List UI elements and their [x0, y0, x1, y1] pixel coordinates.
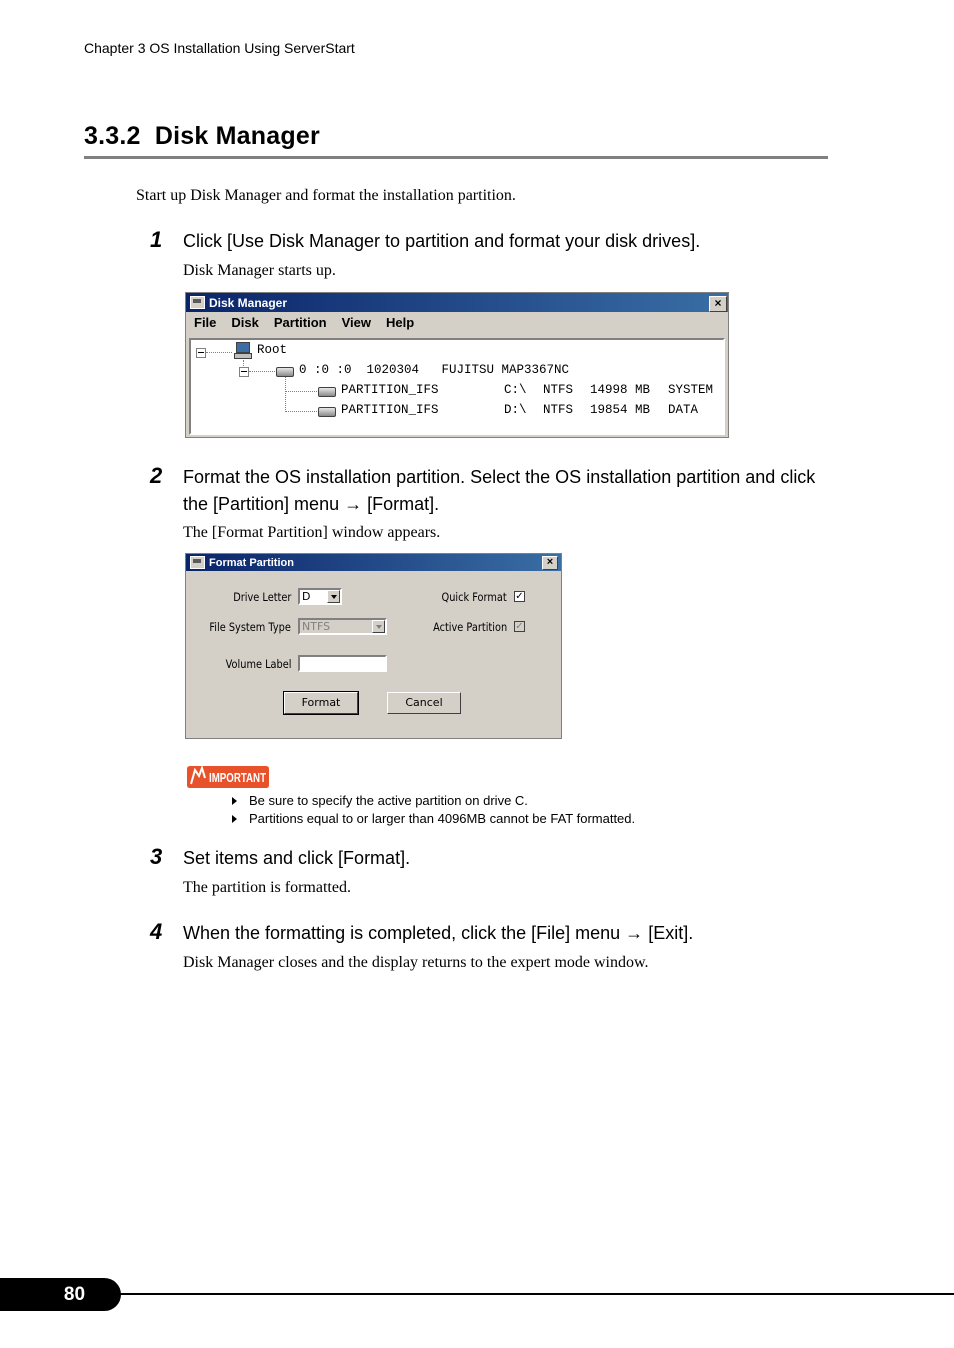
important-item: Be sure to specify the active partition on drive C. [232, 793, 528, 808]
active-partition-label: Active Partition [432, 620, 507, 634]
disk-manager-titlebar [186, 293, 728, 312]
quick-format-checkbox[interactable]: ✓ [515, 591, 524, 602]
section-rule [84, 156, 828, 159]
important-icon [186, 764, 270, 790]
tree-root[interactable]: Root [257, 343, 288, 357]
step-1-text: Click [Use Disk Manager to partition and format your disk drives]. [183, 231, 701, 251]
collapse-icon[interactable] [239, 367, 249, 377]
chevron-down-icon[interactable] [327, 590, 340, 603]
partition-drive: C:\ [504, 383, 527, 397]
chapter-header: Chapter 3 OS Installation Using ServerStart [84, 40, 355, 56]
file-system-label: File System Type [209, 620, 291, 634]
cancel-button[interactable]: Cancel [387, 692, 461, 714]
partition-fs: NTFS [543, 383, 574, 397]
format-dialog-title: Format Partition [209, 556, 294, 569]
drive-letter-select[interactable]: D [298, 588, 342, 605]
chevron-down-icon[interactable] [372, 620, 385, 633]
step-3-number: 3 [150, 844, 163, 869]
partition-label: DATA [668, 403, 699, 417]
section-title [84, 122, 320, 151]
menu-disk[interactable]: Disk [231, 314, 259, 330]
format-dialog-titlebar [186, 554, 561, 571]
file-system-select[interactable]: NTFS [298, 618, 387, 635]
close-icon[interactable]: × [709, 296, 727, 312]
menu-view[interactable]: View [341, 314, 371, 330]
step-2-note: The [Format Partition] window appears. [183, 524, 441, 541]
menu-help[interactable]: Help [386, 314, 415, 330]
partition-drive: D:\ [504, 403, 527, 417]
partition-size: 19854 MB [590, 403, 651, 417]
step-3-note: The partition is formatted. [183, 879, 351, 896]
step-2-text-line1: Format the OS installation partition. Select the OS installation partition and click [183, 467, 816, 487]
step-2-text-line2: the [Partition] menu → [Format]. [183, 494, 440, 514]
menu-bar [186, 312, 728, 332]
important-badge-text: IMPORTANT [209, 770, 267, 785]
quick-format-label: Quick Format [441, 590, 507, 604]
partition-icon [318, 407, 336, 417]
step-1-number: 1 [150, 227, 163, 252]
section-title-text: Disk Manager [154, 122, 320, 150]
intro-text: Start up Disk Manager and format the installation partition. [136, 187, 516, 204]
partition-fs: NTFS [543, 403, 574, 417]
page-number: 80 [63, 1284, 86, 1305]
app-icon [190, 296, 205, 309]
step-4-note: Disk Manager closes and the display returns to the expert mode window. [183, 954, 649, 971]
important-item: Partitions equal to or larger than 4096MB cannot be FAT formatted. [232, 811, 635, 826]
partition-row[interactable]: PARTITION_IFS [341, 383, 439, 397]
disk-manager-window [185, 292, 729, 438]
disk-manager-title: Disk Manager [209, 295, 288, 310]
footer-rule [110, 1293, 954, 1295]
menu-file[interactable]: File [194, 314, 217, 330]
menu-partition[interactable]: Partition [273, 314, 327, 330]
partition-label: SYSTEM [668, 383, 714, 397]
page-number-badge [0, 1278, 121, 1311]
computer-icon [234, 342, 250, 357]
drive-letter-label: Drive Letter [232, 590, 291, 604]
tree-disk[interactable]: 0 :0 :0 1020304 FUJITSU MAP3367NC [299, 363, 570, 377]
bullet-icon [232, 815, 237, 823]
format-partition-dialog [185, 553, 562, 739]
partition-size: 14998 MB [590, 383, 651, 397]
app-icon [190, 556, 205, 569]
volume-label-input[interactable] [298, 655, 387, 672]
step-3-text: Set items and click [Format]. [183, 848, 411, 868]
step-1-note: Disk Manager starts up. [183, 262, 336, 279]
close-icon[interactable]: × [542, 556, 558, 570]
disk-tree [189, 338, 725, 435]
step-4-number: 4 [150, 919, 163, 944]
partition-row[interactable]: PARTITION_IFS [341, 403, 439, 417]
step-2-number: 2 [150, 463, 163, 488]
bullet-icon [232, 797, 237, 805]
section-number: 3.3.2 [84, 122, 141, 150]
format-button[interactable]: Format [284, 692, 358, 714]
collapse-icon[interactable] [196, 348, 206, 358]
active-partition-checkbox[interactable]: ✓ [515, 621, 524, 632]
partition-icon [318, 387, 336, 397]
step-4-text: When the formatting is completed, click the [File] menu → [Exit]. [183, 923, 694, 943]
disk-icon [276, 367, 294, 377]
volume-label-label: Volume Label [225, 657, 291, 671]
